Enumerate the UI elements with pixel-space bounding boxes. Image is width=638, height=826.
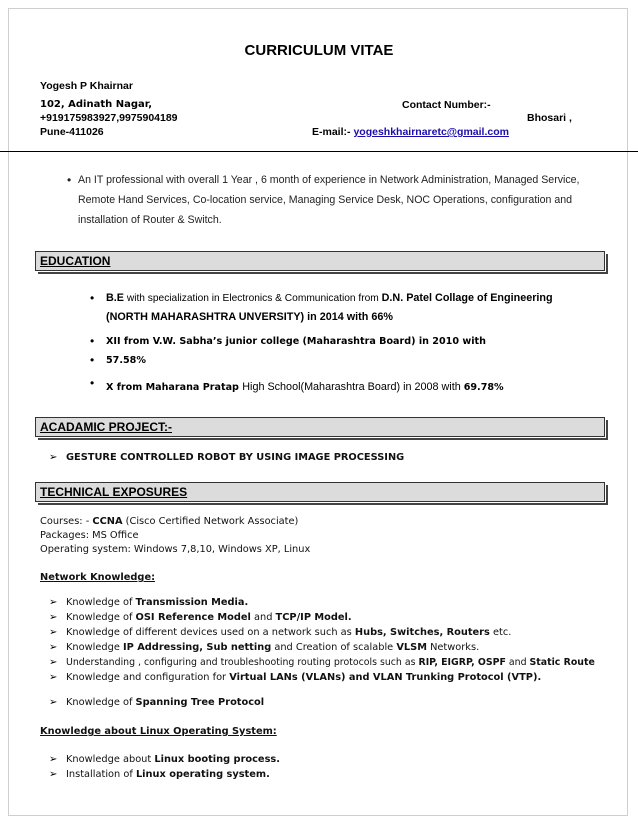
edu-be-line1: B.E with specialization in Electronics & Communication from D.N. Patel Collage of Engineering bbox=[106, 292, 553, 304]
pin-code: Pune-411026 bbox=[40, 126, 104, 138]
page-title: CURRICULUM VITAE bbox=[244, 42, 394, 59]
network-item-5: Understanding , configuring and troubleshooting routing protocols such as RIP, EIGRP, OSPF and Static Route bbox=[66, 657, 595, 668]
project-heading: ACADAMIC PROJECT:- bbox=[35, 417, 605, 437]
arrow-icon: ➢ bbox=[49, 697, 58, 708]
address-line: 102, Adinath Nagar, bbox=[40, 99, 153, 110]
edu-xii-line: XII from V.W. Sabha’s junior college (Maharashtra Board) in 2010 with bbox=[106, 336, 486, 347]
bullet-icon: • bbox=[90, 353, 95, 367]
os-line: Operating system: Windows 7,8,10, Windows XP, Linux bbox=[40, 544, 311, 555]
education-heading: EDUCATION bbox=[35, 251, 605, 271]
project-item: GESTURE CONTROLLED ROBOT BY USING IMAGE PROCESSING bbox=[66, 452, 405, 463]
arrow-icon: ➢ bbox=[49, 672, 58, 683]
email-label: E-mail:- bbox=[312, 126, 351, 138]
packages-line: Packages: MS Office bbox=[40, 530, 139, 541]
arrow-icon: ➢ bbox=[49, 597, 58, 608]
arrow-icon: ➢ bbox=[49, 754, 58, 765]
arrow-icon: ➢ bbox=[49, 657, 58, 668]
contact-label: Contact Number:- bbox=[402, 99, 491, 111]
linux-heading: Knowledge about Linux Operating System: bbox=[40, 726, 277, 737]
summary-paragraph bbox=[67, 170, 598, 230]
arrow-icon: ➢ bbox=[49, 612, 58, 623]
email-link[interactable]: yogeshkhairnaretc@gmail.com bbox=[353, 126, 509, 138]
header-divider bbox=[0, 151, 638, 152]
edu-x-line: X from Maharana Pratap High School(Maharashtra Board) in 2008 with 69.78% bbox=[106, 381, 504, 393]
network-item-7: Knowledge of Spanning Tree Protocol bbox=[66, 697, 265, 708]
network-item-4: Knowledge IP Addressing, Sub netting and Creation of scalable VLSM Networks. bbox=[66, 642, 480, 653]
bullet-icon: • bbox=[90, 291, 95, 305]
summary-text: An IT professional with overall 1 Year , 6 month of experience in Network Administration, Managed Service, Remote Hand Services, Co-location service, Managing Service Desk, NOC Operations, configuration and installation of Router & Switch. bbox=[78, 174, 580, 226]
network-heading: Network Knowledge: bbox=[40, 572, 156, 583]
edu-be-line2: (NORTH MAHARASHTRA UNVERSITY) in 2014 with 66% bbox=[106, 311, 393, 323]
network-item-2: Knowledge of OSI Reference Model and TCP/IP Model. bbox=[66, 612, 352, 623]
bullet-icon: • bbox=[90, 376, 95, 390]
phone-number: +919175983927,9975904189 bbox=[40, 112, 178, 124]
city-text: Bhosari , bbox=[527, 112, 572, 124]
linux-item-2: Installation of Linux operating system. bbox=[66, 769, 270, 780]
linux-item-1: Knowledge about Linux booting process. bbox=[66, 754, 280, 765]
arrow-icon: ➢ bbox=[49, 769, 58, 780]
candidate-name: Yogesh P Khairnar bbox=[40, 80, 133, 92]
bullet-icon: • bbox=[67, 173, 72, 187]
technical-heading: TECHNICAL EXPOSURES bbox=[35, 482, 605, 502]
network-item-1: Knowledge of Transmission Media. bbox=[66, 597, 249, 608]
network-item-3: Knowledge of different devices used on a network such as Hubs, Switches, Routers etc. bbox=[66, 627, 512, 638]
bullet-icon: • bbox=[90, 334, 95, 348]
edu-xii-percent: 57.58% bbox=[106, 355, 146, 366]
network-item-6: Knowledge and configuration for Virtual LANs (VLANs) and VLAN Trunking Protocol (VTP). bbox=[66, 672, 542, 683]
arrow-icon: ➢ bbox=[49, 627, 58, 638]
email-row bbox=[312, 126, 509, 138]
arrow-icon: ➢ bbox=[49, 642, 58, 653]
arrow-icon: ➢ bbox=[49, 452, 58, 463]
courses-line: Courses: - CCNA (Cisco Certified Network Associate) bbox=[40, 516, 299, 527]
